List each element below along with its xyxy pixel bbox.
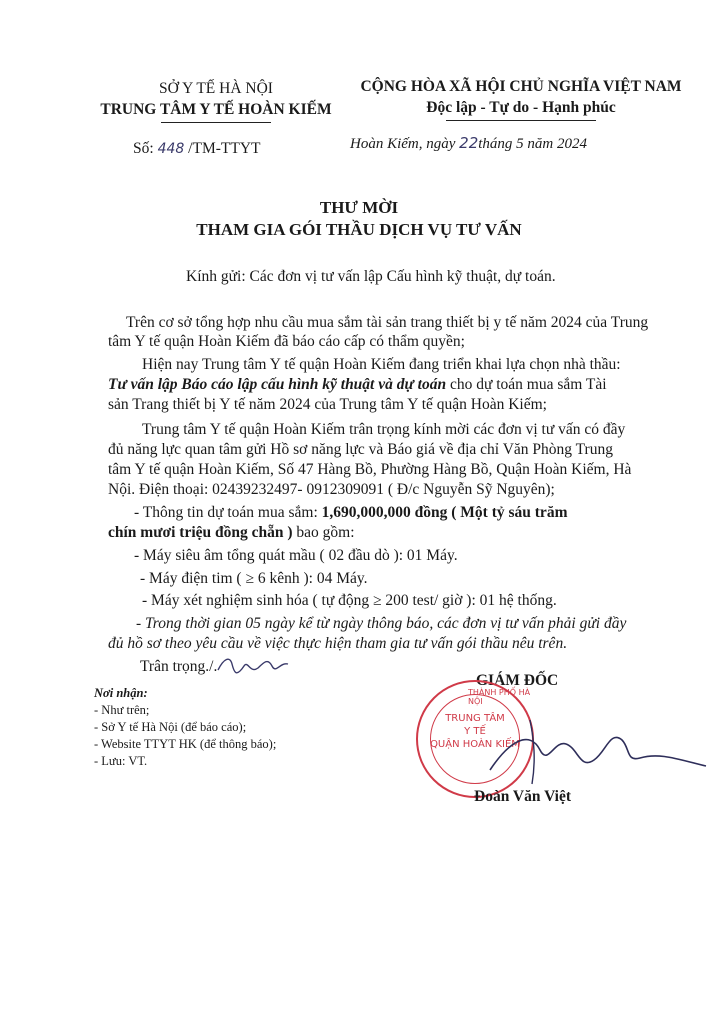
- paragraph-3-line-3: tâm Y tế quận Hoàn Kiếm, Số 47 Hàng Bồ, Phường Hàng Bồ, Quận Hoàn Kiếm, Hà: [108, 461, 632, 478]
- document-title: THƯ MỜI: [319, 198, 399, 217]
- greeting: Kính gửi: Các đơn vị tư vấn lập Cấu hình kỹ thuật, dự toán.: [186, 268, 556, 285]
- closing: Trân trọng./.: [140, 658, 218, 675]
- national-motto-block: [330, 76, 712, 121]
- paragraph-3-line-2: đủ năng lực quan tâm gửi Hồ sơ năng lực và Báo giá về địa chỉ Văn Phòng Trung: [108, 441, 613, 458]
- issuer-parent: SỞ Y TẾ HÀ NỘI: [159, 80, 273, 97]
- document-subtitle: THAM GIA GÓI THẦU DỊCH VỤ TƯ VẤN: [196, 220, 522, 239]
- budget-includes: bao gồm:: [292, 524, 355, 541]
- date-rest: tháng 5 năm 2024: [478, 136, 587, 152]
- paragraph-2-line-2-rest: cho dự toán mua sắm Tài: [446, 376, 607, 393]
- recipient-item: - Sở Y tế Hà Nội (để báo cáo);: [94, 720, 247, 734]
- date-day-handwritten: 22: [459, 134, 479, 152]
- doc-number-handwritten: 448: [157, 141, 185, 157]
- paragraph-3-line-1: Trung tâm Y tế quận Hoàn Kiếm trân trọng kính mời các đơn vị tư vấn có đầy: [142, 421, 626, 438]
- doc-number-suffix: /TM-TTYT: [184, 140, 261, 157]
- date-prefix: Hoàn Kiếm, ngày: [350, 136, 460, 152]
- signer-name: Đoàn Văn Việt: [474, 788, 572, 805]
- seal-ring-text: THÀNH PHỐ HÀ NỘI: [468, 688, 531, 706]
- document-number: [133, 140, 261, 158]
- initial-signature-mark: [214, 652, 294, 680]
- date-line: [350, 134, 587, 153]
- equipment-item-1: - Máy siêu âm tổng quát mầu ( 02 đầu dò ): 01 Máy.: [134, 547, 458, 564]
- seal-line: TRUNG TÂM: [445, 713, 505, 724]
- paragraph-2-line-1: Hiện nay Trung tâm Y tế quận Hoàn Kiếm đang triển khai lựa chọn nhà thầu:: [142, 356, 621, 373]
- recipients-block: [94, 685, 276, 770]
- paragraph-2-line-2: [108, 374, 607, 395]
- recipients-heading: Nơi nhận:: [94, 686, 148, 700]
- paragraph-1-line-1: Trên cơ sở tổng hợp nhu cầu mua sắm tài sản trang thiết bị y tế năm 2024 của Trung: [126, 314, 649, 331]
- budget-label: - Thông tin dự toán mua sắm:: [134, 504, 322, 521]
- paragraph-2-line-3: sản Trang thiết bị Y tế năm 2024 của Trung tâm Y tế quận Hoàn Kiếm;: [108, 396, 547, 413]
- equipment-item-2: - Máy điện tim ( ≥ 6 kênh ): 04 Máy.: [140, 570, 368, 587]
- equipment-item-3: - Máy xét nghiệm sinh hóa ( tự động ≥ 200 test/ giờ ): 01 hệ thống.: [142, 592, 557, 609]
- motto-underline: [446, 120, 596, 121]
- budget-amount-words: chín mươi triệu đồng chẵn ): [108, 524, 293, 541]
- recipient-item: - Lưu: VT.: [94, 754, 148, 768]
- issuer-block: [96, 78, 336, 123]
- seal-line: Y TẾ: [464, 726, 486, 737]
- recipient-item: - Như trên;: [94, 703, 150, 717]
- country-name: CỘNG HÒA XÃ HỘI CHỦ NGHĨA VIỆT NAM: [360, 78, 682, 95]
- recipient-item: - Website TTYT HK (để thông báo);: [94, 737, 277, 751]
- signer-title: GIÁM ĐỐC: [476, 672, 559, 689]
- deadline-line-2: đủ hồ sơ theo yêu cầu về việc thực hiện tham gia tư vấn gói thầu nêu trên.: [108, 635, 568, 652]
- issuer-underline: [161, 122, 271, 123]
- issuer-name: TRUNG TÂM Y TẾ HOÀN KIẾM: [100, 101, 332, 118]
- doc-number-prefix: Số:: [133, 140, 158, 157]
- budget-line-1: [134, 502, 567, 523]
- handwritten-signature: [470, 700, 710, 790]
- paragraph-3-line-4: Nội. Điện thoại: 02439232497- 0912309091 ( Đ/c Nguyễn Sỹ Nguyên);: [108, 481, 555, 498]
- deadline-line-1: - Trong thời gian 05 ngày kể từ ngày thông báo, các đơn vị tư vấn phải gửi đầy: [136, 615, 627, 632]
- service-name: Tư vấn lập Báo cáo lập cấu hình kỹ thuật và dự toán: [108, 376, 447, 393]
- motto: Độc lập - Tự do - Hạnh phúc: [426, 99, 616, 116]
- budget-line-2: [108, 522, 355, 543]
- seal-line: QUẬN HOÀN KIẾM: [430, 739, 520, 750]
- budget-amount: 1,690,000,000 đồng ( Một tỷ sáu trăm: [321, 504, 568, 521]
- paragraph-1-line-2: tâm Y tế quận Hoàn Kiếm đã báo cáo cấp có thẩm quyền;: [108, 333, 465, 350]
